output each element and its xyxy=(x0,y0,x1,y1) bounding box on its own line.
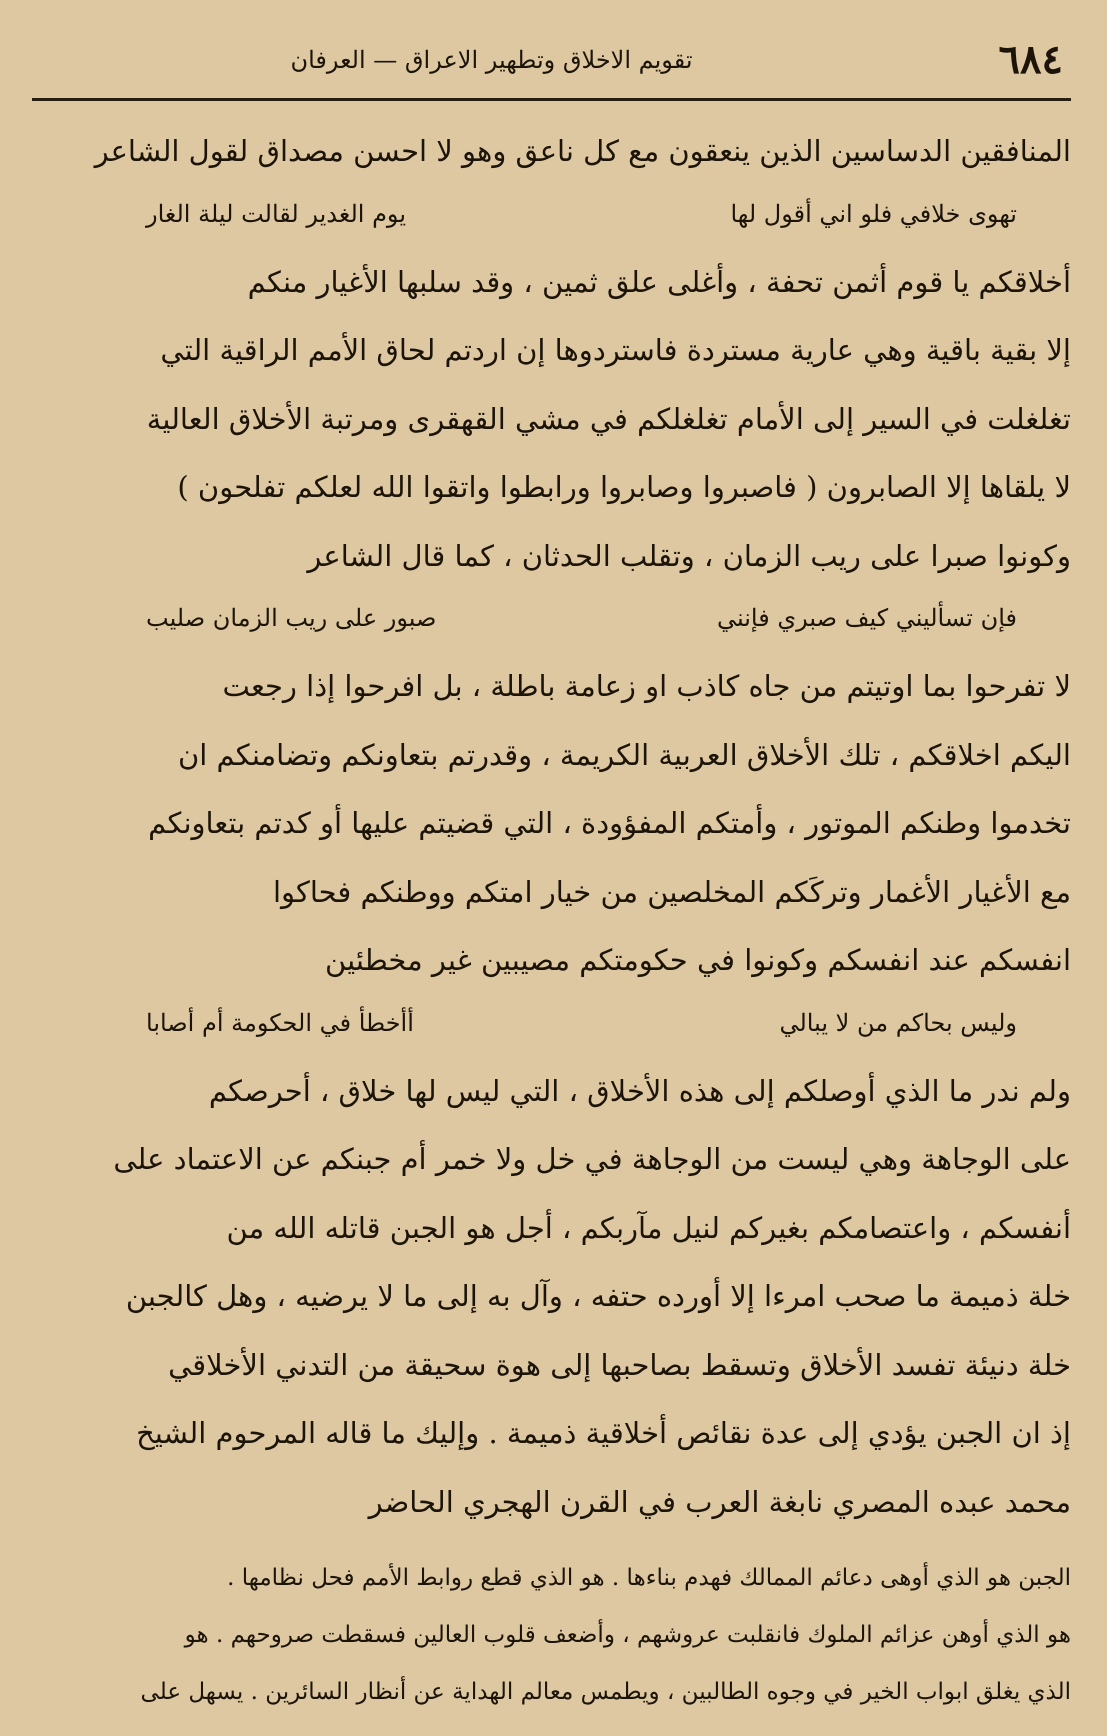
text-line: إلا بقية باقية وهي عارية مستردة فاستردوها إن اردتم لحاق الأمم الراقية التي xyxy=(160,333,1071,367)
text-line: محمد عبده المصري نابغة العرب في القرن الهجري الحاضر xyxy=(368,1484,1071,1519)
quote-line: الذي يغلق ابواب الخير في وجوه الطالبين ، ويطمس معالم الهداية عن أنظار السائرين . يسهل على xyxy=(140,1679,1071,1705)
text-line: على الوجاهة وهي ليست من الوجاهة في خل ولا خمر أم جبنكم عن الاعتماد على xyxy=(113,1142,1071,1176)
verse-hemistich-first: فإن تسأليني كيف صبري فإنني xyxy=(717,604,1017,632)
text-line: اليكم اخلاقكم ، تلك الأخلاق العربية الكريمة ، وقدرتم بتعاونكم وتضامنكم ان xyxy=(177,737,1071,772)
running-title: تقويم الاخلاق وتطهير الاعراق — العرفان xyxy=(290,46,693,74)
text-line: إذ ان الجبن يؤدي إلى عدة نقائص أخلاقية ذميمة . وإليك ما قاله المرحوم الشيخ xyxy=(136,1416,1071,1450)
text-line: ولم ندر ما الذي أوصلكم إلى هذه الأخلاق ، التي ليس لها خلاق ، أحرصكم xyxy=(208,1073,1071,1108)
paragraph-4 xyxy=(26,1057,1077,1537)
text-line: خلة دنيئة تفسد الأخلاق وتسقط بصاحبها إلى هوة سحيقة من التدني الأخلاقي xyxy=(168,1347,1071,1382)
text-line: خلة ذميمة ما صحب امرءا إلا أورده حتفه ، وآل به إلى ما لا يرضيه ، وهل كالجبن xyxy=(125,1279,1071,1313)
text-line: تخدموا وطنكم الموتور ، وأمتكم المفؤودة ، التي قضيتم عليها أو كدتم بتعاونكم xyxy=(148,806,1071,840)
text-line: مع الأغيار الأغمار وتركَكم المخلصين من خيار امتكم ووطنكم فحاكوا xyxy=(272,874,1071,909)
text-line: أنفسكم ، واعتصامكم بغيركم لنيل مآربكم ، أجل هو الجبن قاتله الله من xyxy=(226,1210,1071,1245)
spacer xyxy=(26,1536,1077,1550)
paragraph-2 xyxy=(26,248,1077,591)
verse-hemistich-second: يوم الغدير لقالت ليلة الغار xyxy=(146,199,407,228)
page-number: ٦٨٤ xyxy=(998,36,1063,83)
verse-hemistich-second: أأخطأ في الحكومة أم أصابا xyxy=(146,1008,414,1037)
running-head xyxy=(26,36,1077,96)
verse-hemistich-first: وليس بحاكم من لا يبالي xyxy=(779,1008,1017,1037)
paragraph-1 xyxy=(26,117,1077,186)
text-line: المنافقين الدساسين الذين ينعقون مع كل ناعق وهو لا احسن مصداق لقول الشاعر xyxy=(94,134,1071,168)
text-line: وكونوا صبرا على ريب الزمان ، وتقلب الحدثان ، كما قال الشاعر xyxy=(307,538,1071,573)
quote-line: الجبن هو الذي أوهى دعائم الممالك فهدم بناءها . هو الذي قطع روابط الأمم فحل نظامها . xyxy=(227,1565,1071,1591)
verse-hemistich-first: تهوى خلافي فلو اني أقول لها xyxy=(730,199,1017,228)
text-line: أخلاقكم يا قوم أثمن تحفة ، وأغلى علق ثمين ، وقد سلبها الأغيار منكم xyxy=(247,264,1071,299)
text-line: تغلغلت في السير إلى الأمام تغلغلكم في مشي القهقرى ومرتبة الأخلاق العالية xyxy=(146,401,1071,436)
quoted-passage xyxy=(26,1550,1077,1721)
header-rule xyxy=(32,98,1071,101)
text-line: لا يلقاها إلا الصابرون ( فاصبروا وصابروا ورابطوا واتقوا الله لعلكم تفلحون ) xyxy=(177,470,1071,504)
text-line: لا تفرحوا بما اوتيتم من جاه كاذب او زعامة باطلة ، بل افرحوا إذا رجعت xyxy=(222,669,1071,703)
quote-line: هو الذي أوهن عزائم الملوك فانقلبت عروشهم ، وأضعف قلوب العالين فسقطت صروحهم . هو xyxy=(184,1622,1071,1648)
verse-hemistich-second: صبور على ريب الزمان صليب xyxy=(146,604,437,632)
verse-1 xyxy=(26,186,1077,248)
text-line: انفسكم عند انفسكم وكونوا في حكومتكم مصيبين غير مخطئين xyxy=(325,943,1071,977)
paragraph-3 xyxy=(26,652,1077,995)
verse-2 xyxy=(26,590,1077,652)
verse-3 xyxy=(26,995,1077,1057)
